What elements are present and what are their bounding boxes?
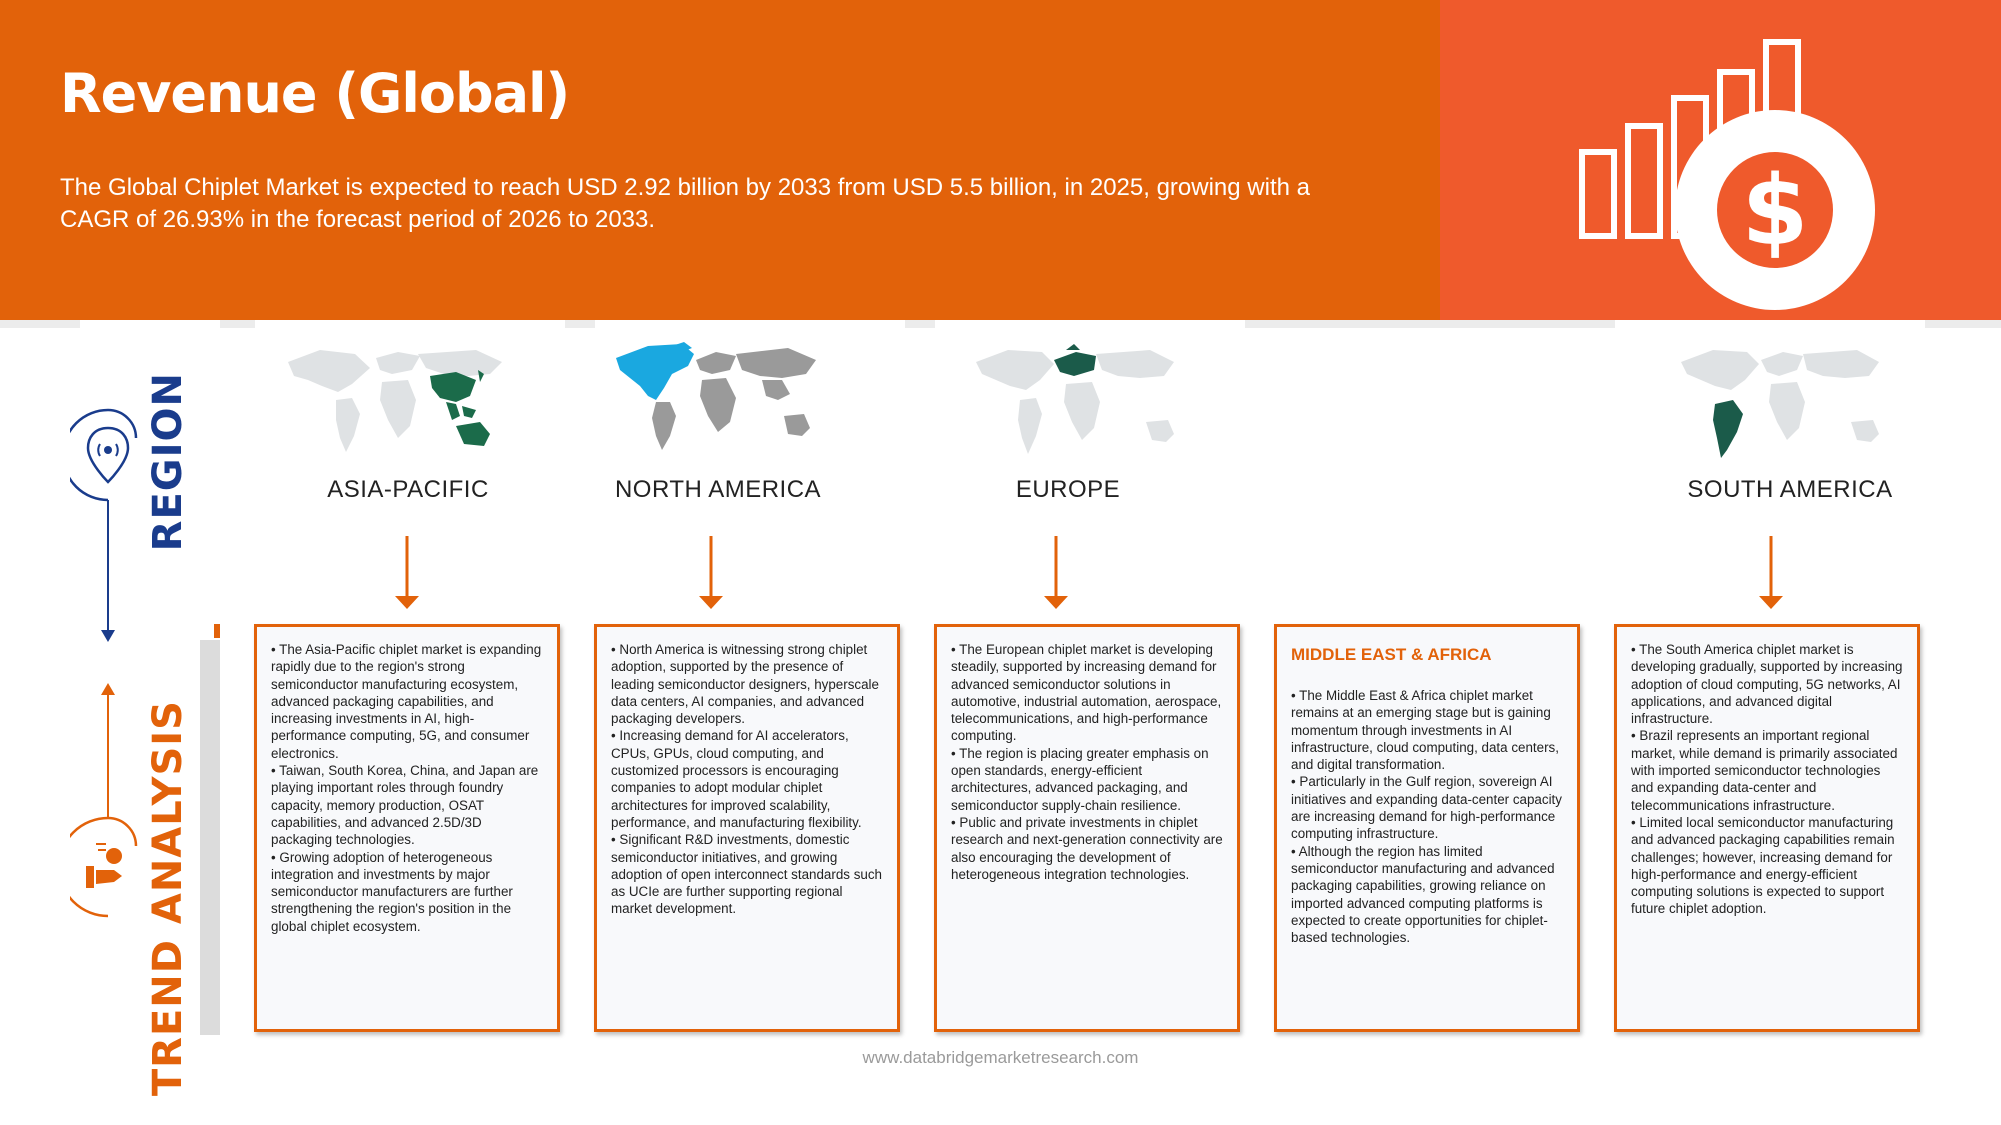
europe-map [970,340,1180,465]
asia-pacific-map [280,340,510,460]
list-item: • The region is placing greater emphasis on open standards, energy-efficient architectures, advanced packaging, and semiconductor supply-chain resilience. [951,745,1223,814]
region-heading-south-america: SOUTH AMERICA [1687,476,1893,503]
card-asia-pacific [254,624,560,1032]
page-description: The Global Chiplet Market is expected to reach USD 2.92 billion by 2033 from USD 5.5 billion, in 2025, growing with a CAGR of 26.93% in the forecast period of 2026 to 2033. [60,174,1310,233]
list-item: • The Middle East & Africa chiplet market remains at an emerging stage but is gaining momentum through investments in AI infrastructure, cloud computing, data centers, and digital transformation. [1291,687,1563,773]
arrow-down-icon [698,536,724,610]
divider-strip [220,320,255,328]
footer-url[interactable]: www.databridgemarketresearch.com [862,1048,1139,1067]
card-north-america [594,624,900,1032]
divider-strip [1925,320,2001,328]
arrow-down-icon [1043,536,1069,610]
divider-strip [0,320,80,328]
arrow-down-icon [394,536,420,610]
south-america-map [1675,340,1885,465]
page-title: Revenue (Global) [60,62,570,125]
region-heading-north-america: NORTH AMERICA [614,476,822,503]
list-item: • Although the region has limited semiconductor manufacturing and advanced packaging capabilities, growing reliance on imported advanced computing platforms is expected to create opportunities for chiplet-based technologies. [1291,843,1563,947]
trend-bar [200,640,220,1035]
card-middle-east-africa [1274,624,1580,1032]
list-item: • Taiwan, South Korea, China, and Japan are playing important roles through foundry capacity, memory production, OSAT capabilities, and advanced 2.5D/3D packaging technologies. [271,762,543,848]
list-item: • Particularly in the Gulf region, sovereign AI initiatives and expanding data-center capacity are increasing demand for high-performance computing infrastructure. [1291,773,1563,842]
card-europe [934,624,1240,1032]
svg-text:$: $ [1741,155,1809,267]
region-heading-middle-east-africa: MIDDLE EAST & AFRICA [1291,645,1492,664]
region-heading-asia-pacific: ASIA-PACIFIC [327,476,489,503]
divider-strip [565,320,595,328]
divider-strip [905,320,935,328]
list-item: • The Asia-Pacific chiplet market is expanding rapidly due to the region's strong semiconductor manufacturing ecosystem, advanced packaging capabilities, and increasing investments in AI, high-performance computing, 5G, and consumer electronics. [271,641,543,762]
list-item: • Growing adoption of heterogeneous integration and investments by major semiconductor manufacturers are further strengthening the region's position in the global chiplet ecosystem. [271,849,543,935]
region-label: REGION [145,372,191,552]
list-item: • Limited local semiconductor manufacturing and advanced packaging capabilities remain challenges; however, increasing demand for high-performance and energy-efficient computing solutions is expected to support future chiplet adoption. [1631,814,1903,918]
header-banner [0,0,1440,320]
list-item: • Public and private investments in chiplet research and next-generation connectivity are also encouraging the development of heterogeneous integration technologies. [951,814,1223,883]
card-south-america [1614,624,1920,1032]
north-america-map [612,340,822,460]
list-item: • Brazil represents an important regional market, while demand is primarily associated with imported semiconductor technologies and expanding data-center and telecommunications infrastructure. [1631,727,1903,813]
list-item: • Significant R&D investments, domestic semiconductor initiatives, and growing adoption of open interconnect standards such as UCIe are further supporting regional market development. [611,831,883,917]
list-item: • The European chiplet market is developing steadily, supported by increasing demand for advanced semiconductor solutions in automotive, industrial automation, aerospace, telecommunications, and high-performance computing. [951,641,1223,745]
region-timeline [70,400,150,930]
list-item: • North America is witnessing strong chiplet adoption, supported by the presence of leading semiconductor designers, hyperscale data centers, AI companies, and advanced packaging developers. [611,641,883,727]
location-pin-icon [88,428,128,482]
revenue-chart-dollar-icon [1570,30,1890,320]
arrow-down-icon [1758,536,1784,610]
trend-bar-tick [214,624,220,638]
hand-growth-icon [86,844,122,888]
list-item: • Increasing demand for AI accelerators, CPUs, GPUs, cloud computing, and customized processors is encouraging companies to adopt modular chiplet architectures for improved scalability, performance, and manufacturing flexibility. [611,727,883,831]
list-item: • The South America chiplet market is developing gradually, supported by increasing adoption of cloud computing, 5G networks, AI applications, and advanced digital infrastructure. [1631,641,1903,727]
trend-analysis-label: TREND ANALYSIS [145,700,191,1097]
divider-strip [1245,320,1615,328]
region-heading-europe: EUROPE [1015,476,1121,503]
